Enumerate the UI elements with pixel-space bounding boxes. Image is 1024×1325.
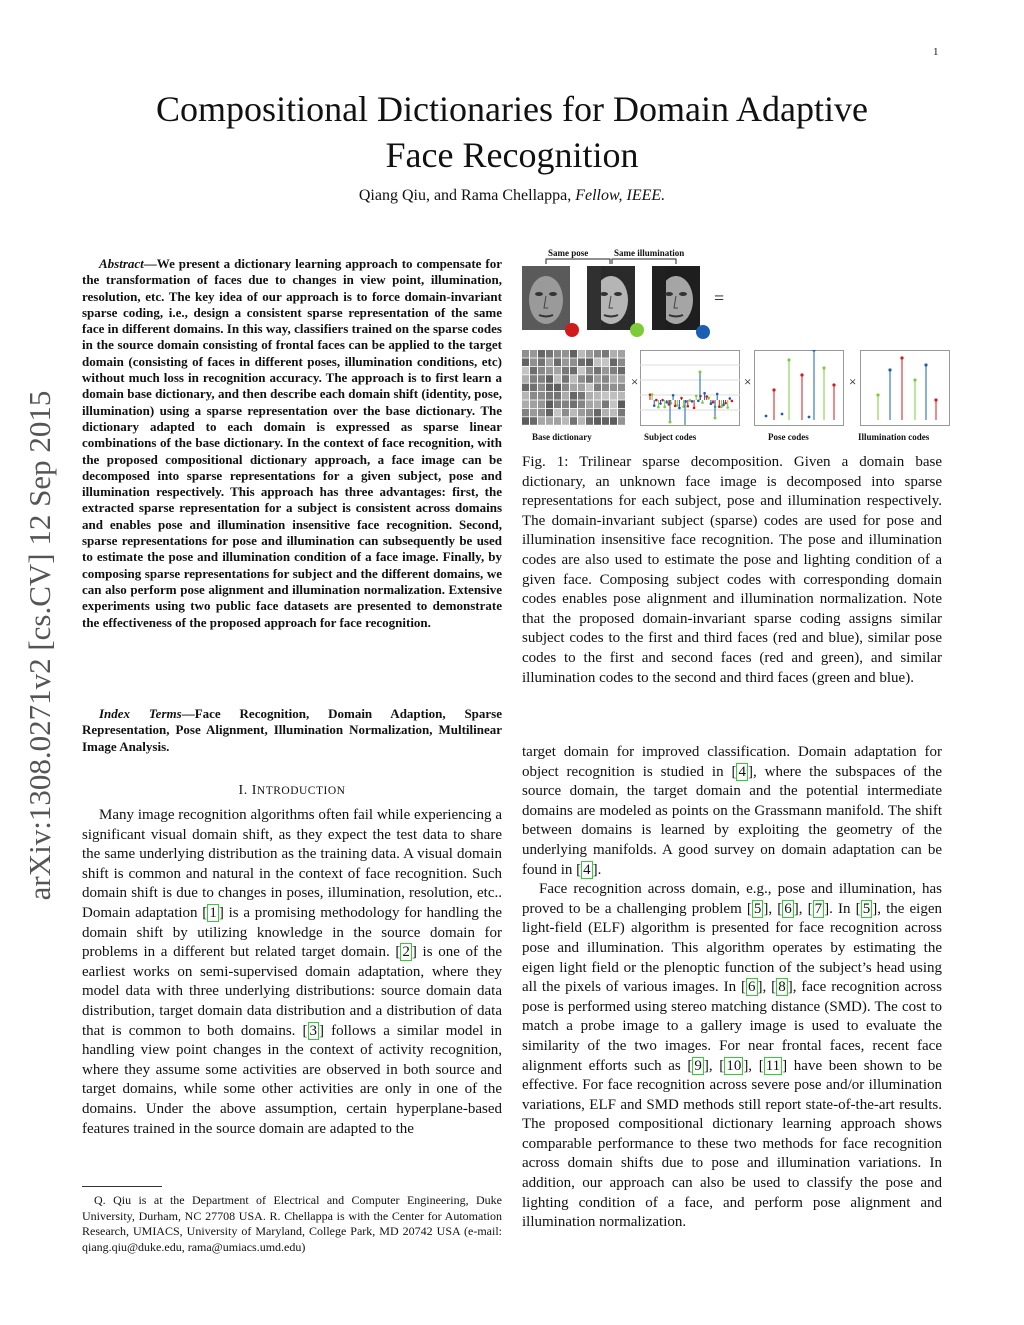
subject-code-point xyxy=(669,421,672,424)
dictionary-atom xyxy=(554,392,561,400)
dictionary-atom xyxy=(618,367,625,375)
intro-text-d: follows a similar model in handling view point changes in the context of activity recognition, where they assume some activities are observed in both source and target domains, while some other activities are only in one of the domains. Under the above assumption, certain hyperplane-based features trained in the source domain are adapted to the xyxy=(82,1022,503,1137)
dictionary-atom xyxy=(546,384,553,392)
label-pose-codes: Pose codes xyxy=(768,432,809,442)
subject-code-point xyxy=(687,405,690,408)
dictionary-atom xyxy=(594,367,601,375)
right-text-2c: , the eigen light-field (ELF) algorithm is presented for face recognition across pose and illumination. This algorithm operates by estimating the eigen light field or the plenoptic function of the subject’s head using all the pixels of various images. In xyxy=(522,900,943,996)
citation-5[interactable]: 5 xyxy=(753,900,762,917)
dictionary-atom xyxy=(618,375,625,383)
subject-code-point xyxy=(729,397,732,400)
index-terms xyxy=(82,706,502,755)
dictionary-atom xyxy=(610,375,617,383)
dictionary-atom xyxy=(578,392,585,400)
citation-6[interactable]: 6 xyxy=(784,900,792,917)
dictionary-atom xyxy=(554,375,561,383)
right-text-1c: . xyxy=(597,861,602,878)
section-rest: NTRODUCTION xyxy=(256,785,346,797)
dictionary-atom xyxy=(578,358,585,366)
citation-6b[interactable]: 6 xyxy=(748,979,756,996)
dictionary-atom xyxy=(530,417,537,425)
pose-code-point xyxy=(787,358,790,361)
citation-5b[interactable]: 5 xyxy=(862,900,871,917)
dictionary-atom xyxy=(602,409,609,417)
face-image-1 xyxy=(522,266,570,330)
dictionary-atom xyxy=(522,375,529,383)
page-number: 1 xyxy=(933,46,939,58)
dictionary-atom xyxy=(554,400,561,408)
dictionary-atom xyxy=(618,350,625,358)
dictionary-atom xyxy=(586,409,593,417)
dictionary-atom xyxy=(578,409,585,417)
dictionary-atom xyxy=(594,392,601,400)
dictionary-atom xyxy=(538,384,545,392)
dictionary-atom xyxy=(538,358,545,366)
illumination-code-point xyxy=(900,356,903,359)
dictionary-atom xyxy=(594,400,601,408)
citation-1[interactable]: 1 xyxy=(209,904,217,921)
abstract-label: Abstract xyxy=(99,256,144,271)
dictionary-atom xyxy=(610,367,617,375)
intro-text-a: Many image recognition algorithms often fail while experiencing a significant visual domain shift, as they expect the test data to share the same underlying distribution as the training data. A visual domain shift is common and natural in the context of face recognition. Such domain shift is due to changes in poses, illumination, resolution, etc.. Domain adaptation xyxy=(82,807,502,921)
dictionary-atom xyxy=(554,367,561,375)
right-text-2a: Face recognition across domain, e.g., pose and illumination, has proved to be a challenging problem xyxy=(522,881,942,917)
dictionary-atom xyxy=(530,367,537,375)
dictionary-atom xyxy=(538,350,545,358)
citation-9[interactable]: 9 xyxy=(694,1057,702,1074)
authors xyxy=(60,187,964,205)
subject-code-point xyxy=(722,404,725,407)
dictionary-atom xyxy=(546,350,553,358)
dictionary-atom xyxy=(594,350,601,358)
dictionary-atom xyxy=(578,417,585,425)
citation-11[interactable]: 11 xyxy=(765,1057,781,1074)
abstract xyxy=(82,256,502,631)
label-same-illumination: Same illumination xyxy=(614,248,685,258)
times-sign-2: × xyxy=(744,374,752,389)
arxiv-stamp-wrapper xyxy=(20,363,60,928)
dictionary-atom xyxy=(618,409,625,417)
dictionary-atom xyxy=(562,400,569,408)
pose-code-point xyxy=(822,366,825,369)
subject-code-point xyxy=(716,393,719,396)
dictionary-atom xyxy=(546,409,553,417)
dictionary-atom xyxy=(594,417,601,425)
dictionary-atom xyxy=(530,400,537,408)
section-first-letter: I xyxy=(251,783,257,798)
label-subject-codes: Subject codes xyxy=(644,432,697,442)
dictionary-atom xyxy=(602,384,609,392)
dictionary-atom xyxy=(586,384,593,392)
face-image-2 xyxy=(587,266,635,330)
dictionary-atom xyxy=(602,358,609,366)
subject-code-point xyxy=(712,401,715,404)
label-illumination-codes: Illumination codes xyxy=(858,432,930,442)
dictionary-atom xyxy=(618,384,625,392)
blue-marker xyxy=(696,325,710,339)
dictionary-atom xyxy=(554,358,561,366)
dictionary-atom xyxy=(562,392,569,400)
dictionary-atom xyxy=(602,350,609,358)
dictionary-atom xyxy=(522,400,529,408)
dictionary-atom xyxy=(546,358,553,366)
dictionary-atom xyxy=(562,358,569,366)
dictionary-atom xyxy=(602,417,609,425)
dictionary-atom xyxy=(562,367,569,375)
dictionary-atom xyxy=(594,409,601,417)
pose-code-point xyxy=(772,388,775,391)
citation-7[interactable]: 7 xyxy=(814,900,823,917)
dictionary-atom xyxy=(578,384,585,392)
dictionary-atom xyxy=(562,375,569,383)
dictionary-atom xyxy=(554,384,561,392)
dictionary-atom xyxy=(586,358,593,366)
subject-code-point xyxy=(651,393,654,396)
caption-text: Fig. 1: Trilinear sparse decomposition. Given a domain base dictionary, an unknown face image is decomposed into sparse representations for each subject, pose and illumination respectively. The domain-invariant subject (sparse) codes are used for pose and illumination insensitive face recognition. The pose and illumination codes are also used to estimate the pose and lighting condition of a given face. Composing subject codes with corresponding domain codes enables pose alignment and illumination normalization. Note that the proposed domain-invariant sparse coding assigns similar subject codes to the first and third faces (red and blue), similar pose codes to the first and second faces (red and green), and similar illumination codes to the second and third faces (green and blue). xyxy=(522,454,942,686)
dictionary-atom xyxy=(610,409,617,417)
title-line-2: Face Recognition xyxy=(385,135,639,175)
dictionary-atom xyxy=(610,417,617,425)
dictionary-atom xyxy=(602,367,609,375)
dictionary-atom xyxy=(602,400,609,408)
subject-code-point xyxy=(708,396,711,399)
dictionary-atom xyxy=(562,350,569,358)
author-fellow: Fellow, IEEE. xyxy=(575,187,666,204)
dictionary-atom xyxy=(578,400,585,408)
right-text-2b: . In xyxy=(829,900,851,917)
dictionary-atom xyxy=(546,367,553,375)
pose-code-point xyxy=(832,383,835,386)
dictionary-atom xyxy=(594,358,601,366)
illumination-code-point xyxy=(876,393,879,396)
subject-code-point xyxy=(653,404,656,407)
dictionary-atom xyxy=(586,367,593,375)
dictionary-atom xyxy=(538,392,545,400)
dictionary-atom xyxy=(586,417,593,425)
citation-4b[interactable]: 4 xyxy=(583,861,591,878)
dictionary-atom xyxy=(562,384,569,392)
dictionary-atom xyxy=(538,409,545,417)
dictionary-atom xyxy=(586,400,593,408)
times-sign-3: × xyxy=(849,374,857,389)
intro-paragraph-1: Many image recognition algorithms often fail while experiencing a significant visual domain shift, as they expect the test data to share the same underlying distribution as the training data. A visual domain shift is common and natural in the context of face recognition. Such domain shift is due to changes in poses, illumination, resolution, etc.. Domain adaptation [ 1 ] is a promising methodology for handling the domain shift by utilizing knowledge in the source domain for problems in a different but related target domain. [ 2 ] is one of the earliest works on semi-supervised domain adaptation, where they model data with three underlying distributions: source domain data distribution, target domain data distribution and a distribution of data that is common to both domains. [ 3 ] follows a similar model in handling view point changes in the context of activity recognition, where they assume some activities are observed in both source and target domains, while some other activities are only in one of the domains. Under the above assumption, certain hyperplane-based features trained in the source domain are adapted to the xyxy=(82,807,503,1137)
dictionary-atom xyxy=(594,384,601,392)
subject-code-point xyxy=(666,401,669,404)
label-same-pose: Same pose xyxy=(548,248,589,258)
dictionary-atom xyxy=(538,367,545,375)
subject-code-point xyxy=(724,402,727,405)
right-text-1b: , where the subspaces of the source domain, the target domain and the potential intermediate domains are modeled as points on the Grassmann manifold. The shift between domains is learned by exploiting the geometry of the underlying manifolds. A good survey on domain adaptation can be found in xyxy=(522,763,943,878)
dictionary-atom xyxy=(570,367,577,375)
dictionary-atom xyxy=(610,350,617,358)
index-terms-label: Index Terms xyxy=(99,706,182,721)
dictionary-atom xyxy=(578,375,585,383)
dictionary-atom xyxy=(546,400,553,408)
pose-codes-plot xyxy=(754,350,844,426)
subject-code-point xyxy=(676,404,679,407)
dictionary-atom xyxy=(618,417,625,425)
dictionary-atom xyxy=(522,409,529,417)
base-dictionary-grid xyxy=(522,350,626,426)
dictionary-atom xyxy=(546,392,553,400)
dictionary-atom xyxy=(602,392,609,400)
right-paragraph-1: target domain for improved classification. Domain adaptation for object recognition is studied in [ 4 ], where the subspaces of the source domain, the target domain and the potential intermediate domains are modeled as points on the Grassmann manifold. The shift between domains is learned by exploiting the geometry of the underlying manifolds. A good survey on domain adaptation can be found in [ 4 ]. xyxy=(522,744,943,878)
dictionary-atom xyxy=(530,350,537,358)
dictionary-atom xyxy=(554,350,561,358)
equals-sign: = xyxy=(714,288,725,308)
subject-code-point xyxy=(693,407,696,410)
citation-2[interactable]: 2 xyxy=(402,944,410,961)
subject-code-point xyxy=(657,406,660,409)
dictionary-atom xyxy=(586,375,593,383)
face-3-drawing xyxy=(652,266,700,330)
dictionary-atom xyxy=(546,375,553,383)
label-base-dictionary: Base dictionary xyxy=(532,432,592,442)
dictionary-atom xyxy=(530,375,537,383)
subject-codes-plot xyxy=(640,350,740,426)
dictionary-atom xyxy=(618,400,625,408)
dictionary-atom xyxy=(538,400,545,408)
subject-code-point xyxy=(720,406,723,409)
subject-code-point xyxy=(663,406,666,409)
dictionary-atom xyxy=(610,400,617,408)
subject-code-point xyxy=(703,392,706,395)
subject-code-point xyxy=(695,395,698,398)
bracket-lines xyxy=(522,256,722,266)
dictionary-atom xyxy=(562,417,569,425)
citation-3[interactable]: 3 xyxy=(309,1022,318,1039)
dictionary-atom xyxy=(530,358,537,366)
dictionary-atom xyxy=(522,367,529,375)
right-column-text xyxy=(522,743,942,1233)
illumination-code-point xyxy=(888,368,891,371)
dictionary-atom xyxy=(522,384,529,392)
dictionary-atom xyxy=(522,350,529,358)
pose-code-point xyxy=(765,415,768,418)
subject-code-point xyxy=(710,402,713,405)
illumination-code-point xyxy=(924,363,927,366)
dictionary-atom xyxy=(610,384,617,392)
dictionary-atom xyxy=(610,392,617,400)
intro-text-c: is one of the earliest works on semi-supervised domain adaptation, where they model data with three underlying distributions: source domain data distribution, target domain data distribution and a distribution of data that is common to both domains. xyxy=(82,944,502,1039)
dictionary-atom xyxy=(538,375,545,383)
dictionary-atom xyxy=(538,417,545,425)
subject-code-point xyxy=(680,397,683,400)
dictionary-atom xyxy=(546,417,553,425)
dictionary-atom xyxy=(570,400,577,408)
dictionary-atom xyxy=(578,367,585,375)
section-heading-introduction xyxy=(82,783,502,799)
footnote-text: Q. Qiu is at the Department of Electrical and Computer Engineering, Duke University, Durham, NC 27708 USA. R. Chellappa is with the Center for Automation Research, UMIACS, University of Maryland, College Park, MD 20742 USA (e-mail: qiang.qiu@duke.edu, rama@umiacs.umd.edu) xyxy=(82,1193,502,1254)
dictionary-atom xyxy=(618,358,625,366)
subject-code-point xyxy=(714,417,717,420)
footnote xyxy=(82,1193,502,1255)
dictionary-atom xyxy=(570,417,577,425)
green-marker xyxy=(630,323,644,337)
dictionary-atom xyxy=(522,392,529,400)
dictionary-atom xyxy=(570,350,577,358)
illumination-codes-plot xyxy=(860,350,950,426)
face-1-drawing xyxy=(522,266,570,330)
dictionary-atom xyxy=(554,417,561,425)
face-2-drawing xyxy=(587,266,635,330)
subject-code-point xyxy=(699,371,702,374)
dictionary-atom xyxy=(570,358,577,366)
subject-code-point xyxy=(731,400,734,403)
dictionary-atom xyxy=(594,375,601,383)
pose-code-point xyxy=(781,413,784,416)
index-terms-text: —Face Recognition, Domain Adaption, Sparse Representation, Pose Alignment, Illumination Normalization, Multilinear Image Analysis. xyxy=(82,706,503,754)
dictionary-atom xyxy=(562,409,569,417)
arxiv-stamp: arXiv:1308.0271v2 [cs.CV] 12 Sep 2015 xyxy=(22,390,57,901)
citation-4a[interactable]: 4 xyxy=(738,763,746,780)
face-image-3 xyxy=(652,266,700,330)
subject-code-point xyxy=(655,399,658,402)
subject-code-point xyxy=(661,399,664,402)
subject-code-point xyxy=(672,394,675,397)
dictionary-atom xyxy=(570,392,577,400)
subject-code-point xyxy=(678,407,681,410)
times-sign-1: × xyxy=(631,374,639,389)
section-number: I. xyxy=(238,783,248,798)
dictionary-atom xyxy=(570,409,577,417)
right-text-2e: have been shown to be effective. For face recognition across severe pose and/or illumination variations, ELF and SMD methods still report state-of-the-art results. The proposed compositional dictionary learning approach shows comparable performance to these two methods for face recognition across domain shifts due to pose and illumination variations. In addition, our approach can also be used to classify the pose and lighting condition of a face, and perform pose alignment and illumination normalization. xyxy=(522,1057,942,1231)
subject-code-point xyxy=(726,406,729,409)
subject-code-point xyxy=(697,399,700,402)
citation-10[interactable]: 10 xyxy=(726,1057,742,1074)
paper-title xyxy=(60,86,964,178)
dictionary-atom xyxy=(610,358,617,366)
right-text-1a: target domain for improved classification. Domain adaptation for object recognition is studied in xyxy=(522,744,942,780)
dictionary-atom xyxy=(554,409,561,417)
citation-8[interactable]: 8 xyxy=(778,979,786,996)
right-text-2d: , face recognition across pose is performed using stereo matching distance (SMD). The cost to match a probe image to a gallery image is used to evaluate the similarity of the two images. For near frontal faces, recent face alignment efforts such as xyxy=(522,979,942,1074)
right-paragraph-2: Face recognition across domain, e.g., pose and illumination, has proved to be a challenging problem [ 5 ], [ 6 ], [ 7 ]. In [ 5 ], the eigen light-field (ELF) algorithm is presented for face recognition across pose and illumination. This algorithm operates by estimating the eigen light field or the plenoptic function of the subject’s head using all the pixels of various images. In [ 6 ], [ 8 ], face recognition across pose is performed using stereo matching distance (SMD). The cost to match a probe image to a gallery image is used to evaluate the similarity of the two images. For near frontal faces, recent face alignment efforts such as [ 9 ], [ 10 ], [ 11 ] have been shown to be effective. For face recognition across severe pose and/or illumination variations, ELF and SMD methods still report state-of-the-art results. The proposed compositional dictionary learning approach shows comparable performance to these two methods for face recognition across domain shifts due to pose and illumination variations. In addition, our approach can also be used to classify the pose and lighting condition of a face, and perform pose alignment and illumination normalization. xyxy=(522,881,943,1231)
subject-code-point xyxy=(691,400,694,403)
figure-1-caption xyxy=(522,453,942,688)
illumination-code-point xyxy=(934,398,937,401)
subject-code-point xyxy=(701,401,704,404)
dictionary-atom xyxy=(530,384,537,392)
dictionary-atom xyxy=(618,392,625,400)
author-names: Qiang Qiu, and Rama Chellappa, xyxy=(358,187,572,204)
dictionary-atom xyxy=(570,384,577,392)
dictionary-atom xyxy=(530,409,537,417)
red-marker xyxy=(565,323,579,337)
dictionary-atom xyxy=(522,417,529,425)
dictionary-atom xyxy=(602,375,609,383)
dictionary-atom xyxy=(570,375,577,383)
dictionary-atom xyxy=(522,358,529,366)
dictionary-atom xyxy=(578,350,585,358)
footnote-rule xyxy=(82,1186,162,1187)
dictionary-atom xyxy=(586,392,593,400)
dictionary-atom xyxy=(530,392,537,400)
subject-code-point xyxy=(659,402,662,405)
pose-code-point xyxy=(808,416,811,419)
dictionary-atom xyxy=(586,350,593,358)
illumination-code-point xyxy=(913,378,916,381)
intro-text-b: is a promising methodology for handling the domain shift by utilizing knowledge in the source domain for problems in a different but related target domain. xyxy=(82,904,503,961)
abstract-text: —We present a dictionary learning approach to compensate for the transformation of faces due to changes in view point, illumination, resolution, etc. The key idea of our approach is to force domain-invariant sparse coding, i.e., design a consistent sparse representation of the same face in different domains. In this way, classifiers trained on the sparse codes in the source domain consisting of frontal faces can be applied to the target domain (consisting of faces in different poses, illumination conditions, etc) without much loss in recognition accuracy. The approach is to first learn a domain base dictionary, and then describe each domain shift (identity, pose, illumination) using a sparse representation over the base dictionary. The dictionary adapted to each domain is expressed as sparse linear combinations of the base dictionary. In the context of face recognition, with the proposed compositional dictionary approach, a face image can be decomposed into sparse representations for a given subject, pose and illumination respectively. This approach has three advantages: first, the extracted sparse representation for a subject is consistent across domains and enables pose and illumination insensitive face recognition. Second, sparse representations for pose and illumination can subsequently be used to estimate the pose and illumination condition of a face image. Finally, by composing sparse representations for subject and the different domains, we can also perform pose alignment and illumination normalization. Extensive experiments using two public face datasets are presented to demonstrate the effectiveness of the proposed approach for face recognition. xyxy=(82,256,502,630)
figure-1 xyxy=(522,246,952,446)
title-line-1: Compositional Dictionaries for Domain Adaptive xyxy=(156,89,868,129)
pose-code-point xyxy=(800,373,803,376)
